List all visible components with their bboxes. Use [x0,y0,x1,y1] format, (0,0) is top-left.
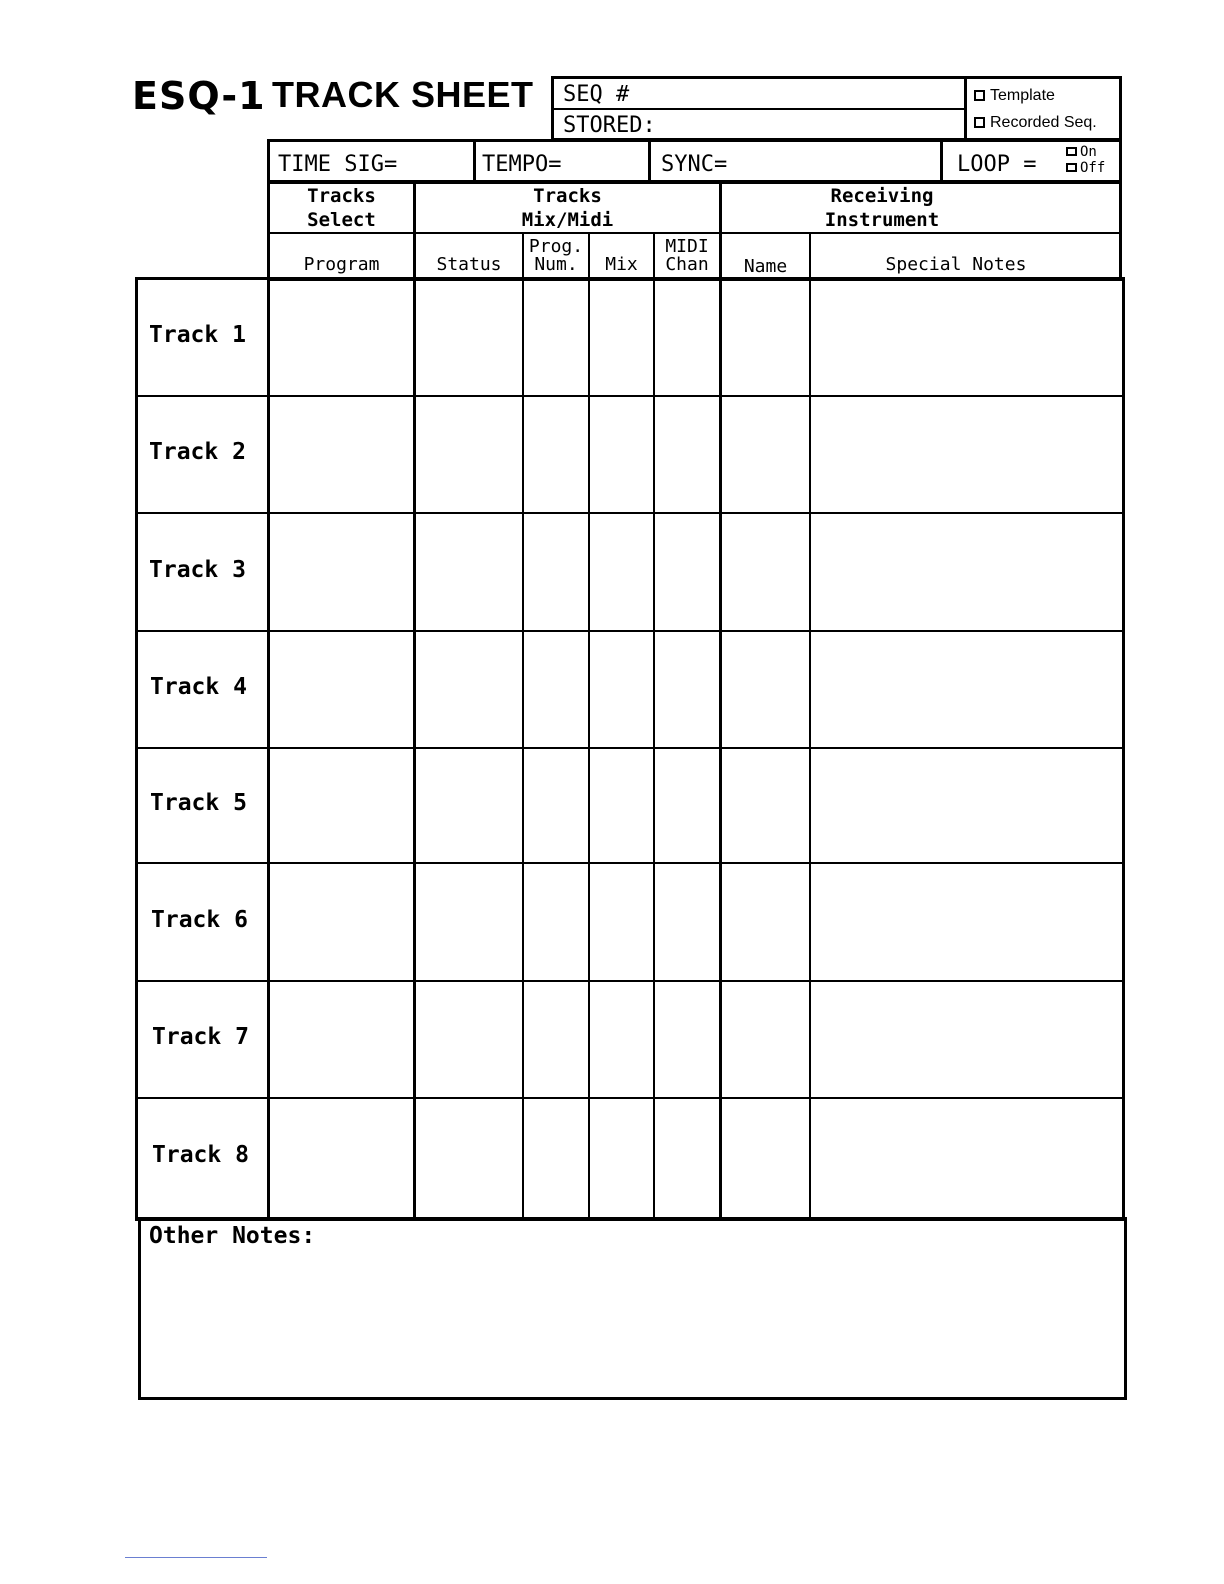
track-label-5: Track 5 [150,790,247,816]
col-mix: Mix [605,254,638,275]
other-notes-label: Other Notes: [149,1223,316,1249]
group-instrument-line2: Instrument [824,209,940,231]
recorded-seq-label: Recorded Seq. [990,114,1097,131]
grid-col-program [267,277,270,1221]
stored-field[interactable]: STORED: [563,113,656,138]
seq-number-field[interactable]: SEQ # [563,82,630,107]
track-label-2: Track 2 [149,439,246,465]
template-label: Template [990,87,1055,104]
loop-on-option[interactable] [1066,145,1097,160]
track-label-6: Track 6 [151,907,248,933]
loop-off-checkbox[interactable] [1066,163,1077,172]
group-tracks-select [270,184,413,232]
loop-on-label: On [1080,144,1097,160]
loop-off-option[interactable] [1066,161,1105,176]
settings-divider-2 [648,139,651,183]
recorded-seq-option[interactable] [974,114,1097,132]
grid-col-mix [588,277,590,1221]
row-divider-6 [135,980,1125,982]
group-select-line2: Select [307,209,376,231]
col-name: Name [743,256,788,277]
row-divider-1 [135,395,1125,397]
group-mix-line1: Tracks [533,185,602,207]
grid-col-notes [809,277,811,1221]
sync-field[interactable]: SYNC= [661,152,728,177]
time-sig-field[interactable]: TIME SIG= [278,152,398,177]
col-special-notes: Special Notes [885,254,1027,275]
esq1-logo: ESQ-1 [132,74,266,118]
settings-divider-1 [473,139,476,183]
group-instrument-line1: Receiving [830,185,934,207]
col-prog-num-line1: Prog. [528,236,584,257]
template-checkbox[interactable] [974,90,985,101]
track-label-4: Track 4 [150,674,247,700]
loop-on-checkbox[interactable] [1066,147,1077,156]
row-divider-2 [135,512,1125,514]
track-label-3: Track 3 [149,557,246,583]
group-mix-line2: Mix/Midi [521,209,614,231]
header-divider [267,232,1122,234]
tempo-field[interactable]: TEMPO= [482,152,562,177]
track-grid [135,277,1125,1221]
template-option[interactable] [974,87,1055,105]
settings-divider-3 [940,139,943,183]
grid-col-prognum [522,277,524,1221]
track-label-7: Track 7 [152,1024,249,1050]
grid-col-midichan [653,277,655,1221]
track-label-8: Track 8 [152,1142,249,1168]
footer-rule [125,1557,267,1558]
col-midi-chan-line1: MIDI [665,236,709,257]
grid-col-name [719,277,722,1221]
seq-divider [551,108,966,110]
col-prog-num-line2: Num. [534,254,578,275]
seq-options-divider [964,76,967,141]
loop-off-label: Off [1080,160,1106,176]
grid-col-status [413,277,416,1221]
col-status: Status [436,254,502,275]
loop-field: LOOP = [957,152,1037,177]
row-divider-5 [135,862,1125,864]
col-midi-chan [655,238,719,274]
row-divider-7 [135,1097,1125,1099]
recorded-seq-checkbox[interactable] [974,117,985,128]
page-title: TRACK SHEET [272,74,534,115]
group-select-line1: Tracks [307,185,376,207]
row-divider-3 [135,630,1125,632]
col-program: Program [303,254,380,275]
col-prog-num [524,238,588,274]
col-midi-chan-line2: Chan [665,254,709,275]
seq-left-border [551,76,554,141]
row-divider-4 [135,747,1125,749]
group-tracks-mix [416,184,719,232]
track-label-1: Track 1 [149,322,246,348]
group-receiving-instrument [722,184,1042,232]
